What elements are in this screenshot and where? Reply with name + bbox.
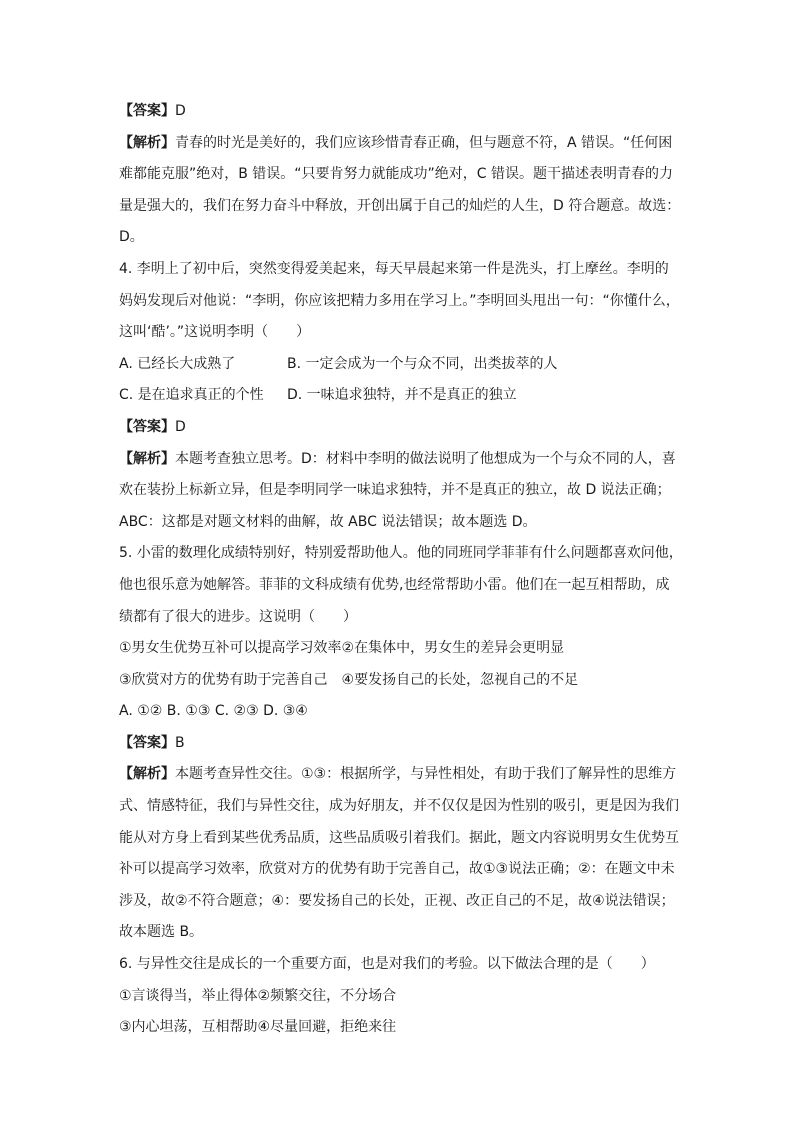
q4-option-b: B. 一定会成为一个与众不同，出类拔萃的人	[287, 355, 558, 372]
answer-tag: 【答案】	[119, 418, 175, 435]
page-content	[119, 96, 683, 1044]
q3-analysis-line	[119, 128, 679, 160]
q4-answer	[119, 412, 679, 444]
q4-stem-line: 4. 李明上了初中后，突然变得爱美起来，每天早晨起来第一件是洗头，打上摩丝。李明的	[119, 260, 669, 277]
answer-tag: 【答案】	[119, 103, 175, 119]
q5-analysis-line: 式、情感特征，我们与异性交往，成为好朋友，并不仅仅是因为性别的吸引，更是因为我们	[119, 798, 679, 815]
q4-analysis-line: ABC：这都是对题文材料的曲解，故 ABC 说法错误；故本题选 D。	[119, 513, 537, 530]
q5-analysis-line	[119, 759, 679, 791]
analysis-text: 本题考查独立思考。D：材料中李明的做法说明了他想成为一个与众不同的人，喜	[175, 450, 676, 467]
q5-statement: ①男女生优势互补可以提高学习效率②在集体中，男女生的差异会更明显	[119, 640, 565, 657]
q4-options-row-2	[119, 380, 679, 412]
q5-stem-line: 5. 小雷的数理化成绩特别好，特别爱帮助他人。他的同班同学菲菲有什么问题都喜欢问他，	[119, 545, 683, 562]
q6-stem-line: 6. 与异性交往是成长的一个重要方面，也是对我们的考验。以下做法合理的是（ ）	[119, 956, 655, 973]
q5-stem-line: 绩都有了很大的进步。这说明（ ）	[119, 608, 357, 625]
q3-analysis-line: 难都能克服”绝对，B 错误。“只要肯努力就能成功”绝对，C 错误。题干描述表明青春的力	[119, 166, 674, 183]
analysis-text: 青春的时光是美好的，我们应该珍惜青春正确，但与题意不符，A 错误。“任何困	[175, 134, 673, 151]
q5-analysis-line: 补可以提高学习效率，欣赏对方的优势有助于完善自己，故①③说法正确；②：在题文中未	[119, 861, 675, 878]
q5-analysis-line: 故本题选 B。	[119, 924, 204, 941]
answer-value: D	[175, 418, 186, 435]
q3-analysis-line: 量是强大的，我们在努力奋斗中释放，开创出属于自己的灿烂的人生，D 符合题意。故选：	[119, 197, 681, 214]
q4-options-row-1	[119, 349, 679, 381]
q5-answer	[119, 728, 679, 760]
analysis-tag: 【解析】	[119, 450, 175, 467]
q5-options: A. ①② B. ①③ C. ②③ D. ③④	[119, 703, 308, 720]
q5-analysis-line: 涉及，故②不符合题意；④：要发扬自己的长处，正视、改正自己的不足，故④说法错误；	[119, 892, 675, 909]
q5-statement: ③欣赏对方的优势有助于完善自己 ④要发扬自己的长处，忽视自己的不足	[119, 671, 579, 688]
q4-option-a: A. 已经长大成熟了	[119, 355, 236, 372]
q5-stem-line: 他也很乐意为她解答。菲菲的文科成绩有优势,也经常帮助小雷。他们在一起互相帮助，成	[119, 576, 670, 593]
analysis-tag: 【解析】	[119, 766, 175, 783]
q4-stem-line: 妈妈发现后对他说：“李明，你应该把精力多用在学习上。”李明回头甩出一句：“你懂什么，	[119, 292, 680, 309]
answer-tag: 【答案】	[119, 734, 175, 751]
answer-value: D	[175, 103, 186, 119]
q4-option-c: C. 是在追求真正的个性	[119, 387, 264, 404]
q3-answer	[119, 96, 679, 128]
q5-analysis-line: 能从对方身上看到某些优秀品质，这些品质吸引着我们。据此，题文内容说明男女生优势互	[119, 829, 679, 846]
analysis-text: 本题考查异性交往。①③：根据所学，与异性相处，有助于我们了解异性的思维方	[175, 766, 677, 783]
q3-analysis-line: D。	[119, 229, 144, 246]
q4-option-d: D. 一味追求独特，并不是真正的独立	[287, 387, 517, 404]
q4-stem-line: 这叫‘酷’。”这说明李明（ ）	[119, 324, 311, 341]
analysis-tag: 【解析】	[119, 134, 175, 151]
q6-statement: ③内心坦荡，互相帮助④尽量回避，拒绝来往	[119, 1019, 397, 1036]
answer-value: B	[175, 734, 185, 751]
q6-statement: ①言谈得当，举止得体②频繁交往，不分场合	[119, 987, 397, 1004]
q4-analysis-line	[119, 444, 679, 476]
q4-analysis-line: 欢在装扮上标新立异，但是李明同学一味追求独特，并不是真正的独立，故 D 说法正确；	[119, 482, 671, 499]
